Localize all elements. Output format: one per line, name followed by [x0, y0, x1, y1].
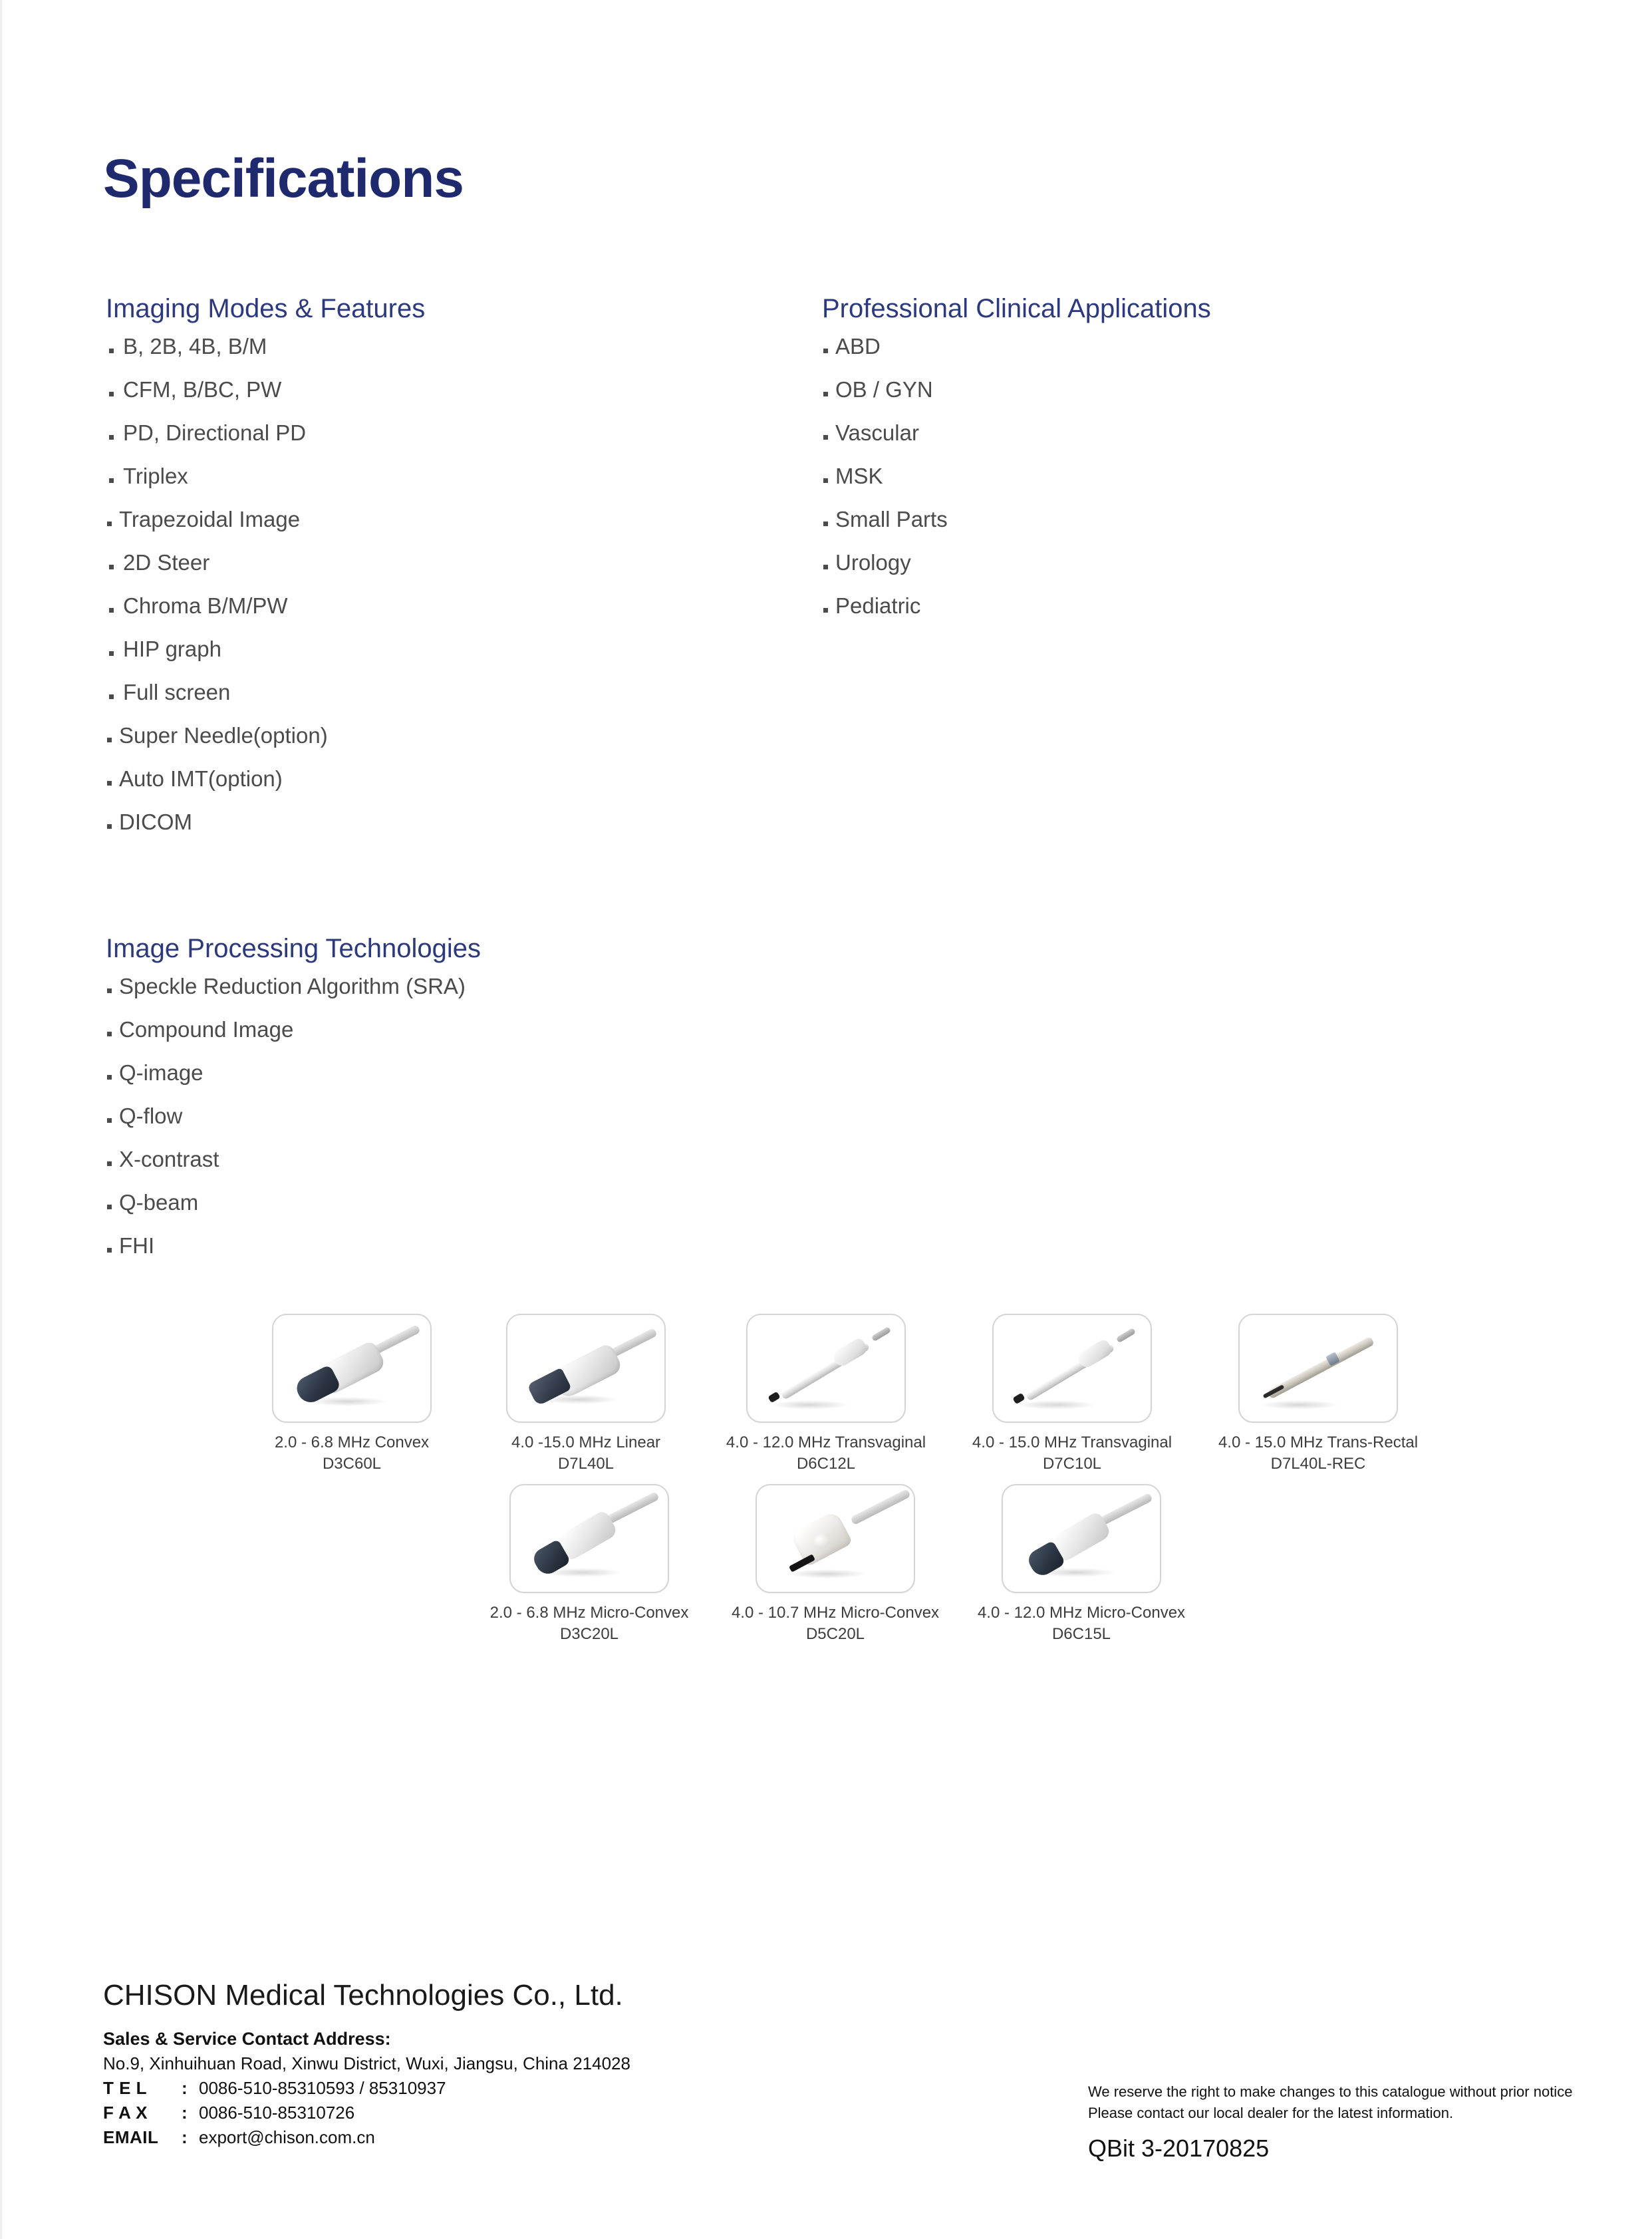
list-item-label: MSK: [835, 464, 883, 488]
contact-fax-row: [103, 2102, 630, 2125]
probe-card-microconvex-d3c20l[interactable]: [466, 1484, 712, 1645]
disclaimer-line-2: Please contact our local dealer for the latest information.: [1088, 2104, 1454, 2121]
probe-model: D7C10L: [1042, 1454, 1102, 1473]
probe-row-2: [2, 1484, 1652, 1645]
list-item-label: B, 2B, 4B, B/M: [123, 334, 267, 359]
contact-address: No.9, Xinhuihuan Road, Xinwu District, Wuxi, Jiangsu, China 214028: [103, 2053, 630, 2073]
contact-fax-label: F A X: [103, 2103, 148, 2123]
list-item-label: OB / GYN: [835, 377, 933, 402]
probe-caption: [1218, 1432, 1418, 1475]
probe-model: D6C12L: [796, 1454, 856, 1473]
transrectal-probe-icon: [1240, 1315, 1397, 1421]
contact-colon: :: [182, 2127, 188, 2147]
probe-image-transvaginal-d6c12l: [746, 1314, 906, 1423]
micro-convex-probe-icon: [1003, 1485, 1160, 1592]
probe-image-microconvex-d5c20l: [756, 1484, 915, 1593]
bullet-icon: [109, 565, 114, 569]
list-item-label: Trapezoidal Image: [119, 507, 301, 531]
probe-model: D7L40L: [557, 1454, 615, 1473]
probe-model: D6C15L: [1051, 1624, 1111, 1643]
bullet-icon: [107, 1032, 112, 1036]
image-processing-section: [106, 934, 837, 1278]
list-item-label: CFM, B/BC, PW: [123, 377, 282, 402]
list-item-label: Auto IMT(option): [119, 766, 283, 791]
list-item: [106, 422, 804, 444]
contact-block: [103, 2027, 630, 2151]
probe-spec: 4.0 - 12.0 MHz Micro-Convex: [977, 1603, 1186, 1622]
bullet-icon: [107, 1248, 112, 1253]
probe-card-linear[interactable]: [469, 1314, 703, 1475]
bullet-icon: [109, 608, 114, 613]
list-item-label: Pediatric: [835, 593, 921, 618]
list-item: [822, 508, 1487, 530]
imaging-modes-list: [106, 335, 804, 833]
bullet-icon: [823, 435, 828, 440]
list-item: [106, 638, 804, 660]
probe-caption: [978, 1602, 1185, 1645]
probe-model: D7L40L-REC: [1270, 1454, 1366, 1473]
probe-caption: [972, 1432, 1172, 1475]
bullet-icon: [107, 738, 112, 742]
list-item: [106, 1062, 837, 1084]
imaging-modes-section: [106, 294, 804, 854]
contact-email-label: EMAIL: [103, 2127, 159, 2147]
probe-spec: 4.0 - 10.7 MHz Micro-Convex: [731, 1603, 940, 1622]
list-item: [106, 1105, 837, 1127]
probe-image-microconvex-d3c20l: [509, 1484, 669, 1593]
probe-gallery: [2, 1314, 1652, 1645]
list-item-label: Chroma B/M/PW: [123, 593, 288, 618]
disclaimer: [1088, 2081, 1572, 2124]
bullet-icon: [107, 781, 112, 786]
list-item: [106, 811, 804, 833]
list-item-label: PD, Directional PD: [123, 420, 307, 445]
probe-card-microconvex-d5c20l[interactable]: [712, 1484, 958, 1645]
list-item-label: Super Needle(option): [119, 723, 328, 748]
bullet-icon: [107, 824, 112, 829]
list-item-label: Full screen: [123, 680, 231, 704]
contact-colon: :: [182, 2078, 188, 2099]
list-item: [106, 378, 804, 400]
contact-tel-label: T E L: [103, 2078, 148, 2099]
clinical-applications-heading: Professional Clinical Applications: [822, 294, 1211, 323]
bullet-icon: [109, 392, 114, 396]
probe-spec: 4.0 - 15.0 MHz Transvaginal: [972, 1433, 1172, 1451]
list-item-label: Small Parts: [835, 507, 948, 531]
probe-model: D5C20L: [805, 1624, 865, 1643]
list-item: [106, 508, 804, 530]
probe-spec: 2.0 - 6.8 MHz Convex: [274, 1433, 430, 1451]
list-item-label: 2D Steer: [123, 550, 210, 575]
contact-email-row[interactable]: [103, 2127, 630, 2149]
bullet-icon: [107, 1205, 112, 1209]
probe-card-transvaginal-d7c10l[interactable]: [949, 1314, 1195, 1475]
list-item: [822, 595, 1487, 617]
micro-convex-probe-icon: [757, 1485, 914, 1592]
list-item: [822, 335, 1487, 357]
list-item: [822, 465, 1487, 487]
contact-tel-row: [103, 2077, 630, 2100]
probe-card-transrectal[interactable]: [1195, 1314, 1441, 1475]
probe-image-transrectal: [1238, 1314, 1398, 1423]
bullet-icon: [107, 522, 112, 526]
bullet-icon: [107, 1161, 112, 1166]
catalogue-code: QBit 3-20170825: [1088, 2135, 1270, 2162]
list-item-label: X-contrast: [119, 1147, 219, 1171]
list-item: [106, 1018, 837, 1040]
probe-caption: [511, 1432, 660, 1475]
list-item-label: Q-image: [119, 1060, 204, 1085]
transvaginal-probe-icon: [748, 1315, 904, 1421]
list-item: [106, 551, 804, 573]
probe-image-transvaginal-d7c10l: [992, 1314, 1152, 1423]
probe-card-convex[interactable]: [235, 1314, 469, 1475]
probe-image-linear: [506, 1314, 666, 1423]
list-item: [106, 768, 804, 790]
list-item-label: Q-beam: [119, 1190, 199, 1215]
probe-caption: [732, 1602, 939, 1645]
bullet-icon: [107, 988, 112, 993]
bullet-icon: [823, 522, 828, 526]
bullet-icon: [109, 651, 114, 656]
list-item: [106, 1148, 837, 1170]
linear-probe-icon: [507, 1315, 664, 1421]
list-item: [106, 724, 804, 746]
imaging-modes-heading: Imaging Modes & Features: [106, 294, 426, 323]
contact-tel-value: 0086-510-85310593 / 85310937: [199, 2078, 446, 2099]
probe-spec: 4.0 - 12.0 MHz Transvaginal: [726, 1433, 926, 1451]
list-item-label: Triplex: [123, 464, 188, 488]
list-item-label: FHI: [119, 1233, 155, 1258]
bullet-icon: [107, 1118, 112, 1123]
probe-spec: 4.0 - 15.0 MHz Trans-Rectal: [1218, 1433, 1419, 1451]
list-item: [106, 975, 837, 997]
list-item-label: Urology: [835, 550, 911, 575]
list-item: [106, 1235, 837, 1257]
list-item-label: HIP graph: [123, 637, 221, 661]
bullet-icon: [109, 349, 114, 353]
contact-colon: :: [182, 2103, 188, 2123]
clinical-applications-list: [822, 335, 1487, 617]
company-name: CHISON Medical Technologies Co., Ltd.: [103, 1979, 623, 2012]
bullet-icon: [823, 565, 828, 569]
transvaginal-probe-icon: [994, 1315, 1151, 1421]
list-item: [106, 335, 804, 357]
bullet-icon: [109, 478, 114, 483]
list-item-label: Speckle Reduction Algorithm (SRA): [119, 974, 466, 998]
list-item: [822, 378, 1487, 400]
list-item-label: DICOM: [119, 810, 192, 834]
bullet-icon: [109, 435, 114, 440]
list-item-label: Vascular: [835, 420, 919, 445]
bullet-icon: [823, 392, 828, 396]
list-item: [822, 422, 1487, 444]
list-item: [106, 465, 804, 487]
list-item-label: Compound Image: [119, 1017, 294, 1042]
probe-card-microconvex-d6c15l[interactable]: [958, 1484, 1204, 1645]
micro-convex-probe-icon: [511, 1485, 668, 1592]
clinical-applications-section: [822, 294, 1487, 638]
list-item: [822, 551, 1487, 573]
disclaimer-line-1: We reserve the right to make changes to this catalogue without prior notice: [1088, 2083, 1573, 2100]
contact-email-value[interactable]: export@chison.com.cn: [199, 2127, 375, 2147]
probe-card-transvaginal-d6c12l[interactable]: [703, 1314, 949, 1475]
bullet-icon: [823, 349, 828, 353]
probe-model: D3C60L: [322, 1454, 382, 1473]
bullet-icon: [109, 694, 114, 699]
list-item: [106, 1191, 837, 1213]
probe-image-convex: [272, 1314, 432, 1423]
probe-spec: 2.0 - 6.8 MHz Micro-Convex: [489, 1603, 689, 1622]
convex-probe-icon: [273, 1315, 430, 1421]
probe-caption: [490, 1602, 689, 1645]
bullet-icon: [107, 1075, 112, 1080]
probe-row-1: [2, 1314, 1652, 1475]
probe-spec: 4.0 -15.0 MHz Linear: [511, 1433, 661, 1451]
contact-title: Sales & Service Contact Address:: [103, 2029, 391, 2049]
list-item: [106, 681, 804, 703]
list-item: [106, 595, 804, 617]
probe-caption: [275, 1432, 429, 1475]
image-processing-list: [106, 975, 837, 1257]
probe-image-microconvex-d6c15l: [1002, 1484, 1161, 1593]
probe-caption: [726, 1432, 926, 1475]
image-processing-heading: Image Processing Technologies: [106, 934, 482, 963]
list-item-label: Q-flow: [119, 1104, 183, 1128]
probe-model: D3C20L: [559, 1624, 619, 1643]
bullet-icon: [823, 478, 828, 483]
contact-fax-value: 0086-510-85310726: [199, 2103, 355, 2123]
page-title: Specifications: [103, 148, 464, 209]
list-item-label: ABD: [835, 334, 881, 359]
bullet-icon: [823, 608, 828, 613]
